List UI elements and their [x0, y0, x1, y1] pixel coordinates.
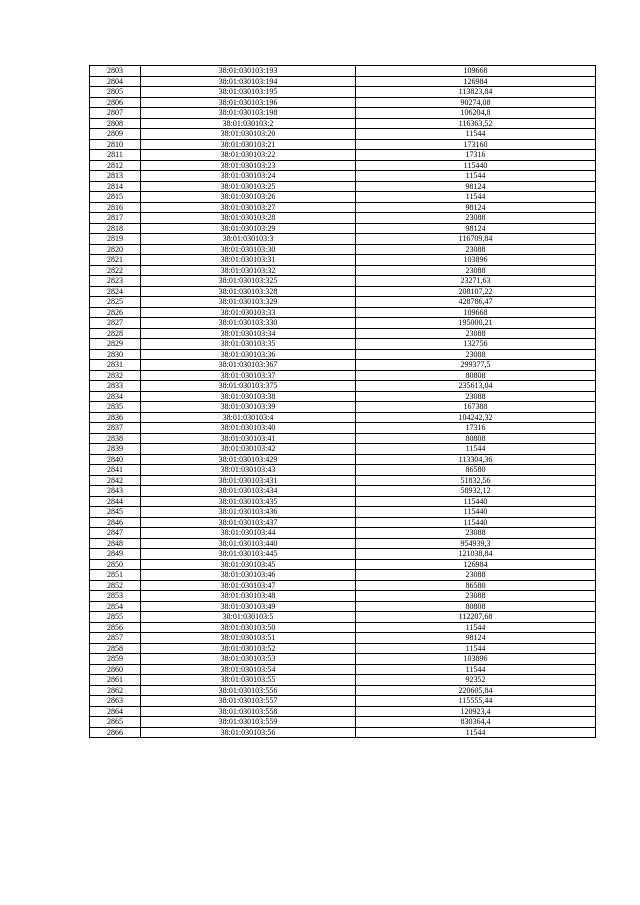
table-row — [90, 118, 596, 129]
value-cell: 195000,21 — [356, 318, 596, 329]
value-cell: 121038,84 — [356, 549, 596, 560]
cadastral-number-cell: 38:01:030103:434 — [141, 486, 356, 497]
row-number-cell: 2836 — [90, 412, 141, 423]
table-row — [90, 244, 596, 255]
table-row — [90, 286, 596, 297]
row-number-cell: 2821 — [90, 255, 141, 266]
value-cell: 208107,22 — [356, 286, 596, 297]
value-cell: 115440 — [356, 496, 596, 507]
value-cell: 115440 — [356, 160, 596, 171]
table-row — [90, 612, 596, 623]
value-cell: 220605,84 — [356, 685, 596, 696]
cadastral-number-cell: 38:01:030103:33 — [141, 307, 356, 318]
value-cell: 23088 — [356, 591, 596, 602]
row-number-cell: 2860 — [90, 664, 141, 675]
row-number-cell: 2863 — [90, 696, 141, 707]
table-row — [90, 549, 596, 560]
table-row — [90, 181, 596, 192]
value-cell: 98124 — [356, 223, 596, 234]
row-number-cell: 2822 — [90, 265, 141, 276]
cadastral-number-cell: 38:01:030103:44 — [141, 528, 356, 539]
cadastral-number-cell: 38:01:030103:45 — [141, 559, 356, 570]
cadastral-number-cell: 38:01:030103:34 — [141, 328, 356, 339]
table-row — [90, 475, 596, 486]
table-row — [90, 150, 596, 161]
row-number-cell: 2842 — [90, 475, 141, 486]
value-cell: 23088 — [356, 328, 596, 339]
cadastral-number-cell: 38:01:030103:437 — [141, 517, 356, 528]
table-row — [90, 685, 596, 696]
cadastral-number-cell: 38:01:030103:40 — [141, 423, 356, 434]
row-number-cell: 2823 — [90, 276, 141, 287]
cadastral-number-cell: 38:01:030103:23 — [141, 160, 356, 171]
cadastral-number-cell: 38:01:030103:330 — [141, 318, 356, 329]
row-number-cell: 2850 — [90, 559, 141, 570]
row-number-cell: 2845 — [90, 507, 141, 518]
table-row — [90, 433, 596, 444]
cadastral-number-cell: 38:01:030103:50 — [141, 622, 356, 633]
row-number-cell: 2812 — [90, 160, 141, 171]
value-cell: 103896 — [356, 654, 596, 665]
cadastral-number-cell: 38:01:030103:329 — [141, 297, 356, 308]
row-number-cell: 2856 — [90, 622, 141, 633]
cadastral-number-cell: 38:01:030103:5 — [141, 612, 356, 623]
table-row — [90, 444, 596, 455]
cadastral-number-cell: 38:01:030103:22 — [141, 150, 356, 161]
cadastral-number-cell: 38:01:030103:26 — [141, 192, 356, 203]
value-cell: 23271,63 — [356, 276, 596, 287]
row-number-cell: 2811 — [90, 150, 141, 161]
value-cell: 23088 — [356, 349, 596, 360]
table-row — [90, 601, 596, 612]
cadastral-number-cell: 38:01:030103:52 — [141, 643, 356, 654]
row-number-cell: 2829 — [90, 339, 141, 350]
value-cell: 106204,8 — [356, 108, 596, 119]
value-cell: 86580 — [356, 465, 596, 476]
cadastral-number-cell: 38:01:030103:53 — [141, 654, 356, 665]
row-number-cell: 2840 — [90, 454, 141, 465]
cadastral-number-cell: 38:01:030103:193 — [141, 66, 356, 77]
cadastral-number-cell: 38:01:030103:48 — [141, 591, 356, 602]
value-cell: 109668 — [356, 307, 596, 318]
row-number-cell: 2851 — [90, 570, 141, 581]
value-cell: 115440 — [356, 507, 596, 518]
cadastral-number-cell: 38:01:030103:51 — [141, 633, 356, 644]
table-row — [90, 276, 596, 287]
row-number-cell: 2866 — [90, 727, 141, 738]
value-cell: 17316 — [356, 423, 596, 434]
cadastral-number-cell: 38:01:030103:54 — [141, 664, 356, 675]
value-cell: 80808 — [356, 433, 596, 444]
cadastral-number-cell: 38:01:030103:429 — [141, 454, 356, 465]
row-number-cell: 2827 — [90, 318, 141, 329]
value-cell: 23088 — [356, 213, 596, 224]
table-row — [90, 454, 596, 465]
table-row — [90, 360, 596, 371]
row-number-cell: 2839 — [90, 444, 141, 455]
value-cell: 113304,36 — [356, 454, 596, 465]
value-cell: 11544 — [356, 129, 596, 140]
value-cell: 11544 — [356, 727, 596, 738]
cadastral-number-cell: 38:01:030103:375 — [141, 381, 356, 392]
value-cell: 98124 — [356, 633, 596, 644]
table-row — [90, 538, 596, 549]
cadastral-number-cell: 38:01:030103:431 — [141, 475, 356, 486]
row-number-cell: 2859 — [90, 654, 141, 665]
value-cell: 167388 — [356, 402, 596, 413]
value-cell: 109668 — [356, 66, 596, 77]
value-cell: 11544 — [356, 643, 596, 654]
table-row — [90, 202, 596, 213]
table-row — [90, 139, 596, 150]
row-number-cell: 2826 — [90, 307, 141, 318]
table-body — [90, 66, 596, 738]
row-number-cell: 2804 — [90, 76, 141, 87]
row-number-cell: 2832 — [90, 370, 141, 381]
table-row — [90, 318, 596, 329]
value-cell: 23088 — [356, 244, 596, 255]
value-cell: 80808 — [356, 601, 596, 612]
table-row — [90, 265, 596, 276]
table-row — [90, 171, 596, 182]
row-number-cell: 2865 — [90, 717, 141, 728]
table-row — [90, 696, 596, 707]
table-row — [90, 507, 596, 518]
cadastral-number-cell: 38:01:030103:557 — [141, 696, 356, 707]
cadastral-number-cell: 38:01:030103:195 — [141, 87, 356, 98]
row-number-cell: 2818 — [90, 223, 141, 234]
table-row — [90, 654, 596, 665]
value-cell: 98124 — [356, 202, 596, 213]
table-row — [90, 328, 596, 339]
row-number-cell: 2809 — [90, 129, 141, 140]
table-row — [90, 486, 596, 497]
row-number-cell: 2834 — [90, 391, 141, 402]
value-cell: 23088 — [356, 391, 596, 402]
table-row — [90, 234, 596, 245]
table-row — [90, 192, 596, 203]
table-row — [90, 675, 596, 686]
row-number-cell: 2861 — [90, 675, 141, 686]
cadastral-number-cell: 38:01:030103:25 — [141, 181, 356, 192]
value-cell: 86580 — [356, 580, 596, 591]
value-cell: 11544 — [356, 192, 596, 203]
cadastral-number-cell: 38:01:030103:4 — [141, 412, 356, 423]
row-number-cell: 2843 — [90, 486, 141, 497]
cadastral-number-cell: 38:01:030103:325 — [141, 276, 356, 287]
value-cell: 58932,12 — [356, 486, 596, 497]
table-row — [90, 496, 596, 507]
row-number-cell: 2855 — [90, 612, 141, 623]
cadastral-number-cell: 38:01:030103:196 — [141, 97, 356, 108]
table-row — [90, 87, 596, 98]
cadastral-number-cell: 38:01:030103:328 — [141, 286, 356, 297]
value-cell: 299377,5 — [356, 360, 596, 371]
table-row — [90, 517, 596, 528]
table-row — [90, 591, 596, 602]
cadastral-number-cell: 38:01:030103:42 — [141, 444, 356, 455]
row-number-cell: 2803 — [90, 66, 141, 77]
row-number-cell: 2858 — [90, 643, 141, 654]
value-cell: 116709,84 — [356, 234, 596, 245]
cadastral-number-cell: 38:01:030103:28 — [141, 213, 356, 224]
row-number-cell: 2828 — [90, 328, 141, 339]
cadastral-number-cell: 38:01:030103:20 — [141, 129, 356, 140]
cadastral-number-cell: 38:01:030103:445 — [141, 549, 356, 560]
cadastral-number-cell: 38:01:030103:440 — [141, 538, 356, 549]
value-cell: 11544 — [356, 444, 596, 455]
value-cell: 830364,4 — [356, 717, 596, 728]
row-number-cell: 2862 — [90, 685, 141, 696]
value-cell: 17316 — [356, 150, 596, 161]
cadastral-number-cell: 38:01:030103:46 — [141, 570, 356, 581]
row-number-cell: 2857 — [90, 633, 141, 644]
row-number-cell: 2848 — [90, 538, 141, 549]
value-cell: 98124 — [356, 181, 596, 192]
table-row — [90, 412, 596, 423]
cadastral-value-table — [89, 65, 596, 738]
cadastral-number-cell: 38:01:030103:49 — [141, 601, 356, 612]
table-row — [90, 213, 596, 224]
table-row — [90, 559, 596, 570]
value-cell: 112207,68 — [356, 612, 596, 623]
row-number-cell: 2830 — [90, 349, 141, 360]
row-number-cell: 2838 — [90, 433, 141, 444]
table-row — [90, 402, 596, 413]
cadastral-number-cell: 38:01:030103:29 — [141, 223, 356, 234]
value-cell: 126984 — [356, 559, 596, 570]
row-number-cell: 2847 — [90, 528, 141, 539]
value-cell: 115440 — [356, 517, 596, 528]
row-number-cell: 2825 — [90, 297, 141, 308]
row-number-cell: 2815 — [90, 192, 141, 203]
cadastral-number-cell: 38:01:030103:43 — [141, 465, 356, 476]
value-cell: 954939,3 — [356, 538, 596, 549]
table-row — [90, 223, 596, 234]
cadastral-number-cell: 38:01:030103:27 — [141, 202, 356, 213]
row-number-cell: 2824 — [90, 286, 141, 297]
cadastral-number-cell: 38:01:030103:367 — [141, 360, 356, 371]
table-row — [90, 129, 596, 140]
table-row — [90, 717, 596, 728]
table-row — [90, 465, 596, 476]
cadastral-number-cell: 38:01:030103:21 — [141, 139, 356, 150]
table-row — [90, 664, 596, 675]
table-row — [90, 706, 596, 717]
cadastral-number-cell: 38:01:030103:556 — [141, 685, 356, 696]
table-row — [90, 633, 596, 644]
cadastral-number-cell: 38:01:030103:194 — [141, 76, 356, 87]
value-cell: 23088 — [356, 265, 596, 276]
row-number-cell: 2841 — [90, 465, 141, 476]
cadastral-number-cell: 38:01:030103:41 — [141, 433, 356, 444]
cadastral-number-cell: 38:01:030103:436 — [141, 507, 356, 518]
row-number-cell: 2853 — [90, 591, 141, 602]
table-row — [90, 622, 596, 633]
value-cell: 23088 — [356, 570, 596, 581]
cadastral-number-cell: 38:01:030103:558 — [141, 706, 356, 717]
table-row — [90, 349, 596, 360]
table-row — [90, 643, 596, 654]
cadastral-number-cell: 38:01:030103:559 — [141, 717, 356, 728]
table-row — [90, 370, 596, 381]
value-cell: 428786,47 — [356, 297, 596, 308]
table-row — [90, 160, 596, 171]
table-row — [90, 255, 596, 266]
cadastral-number-cell: 38:01:030103:56 — [141, 727, 356, 738]
value-cell: 90274,08 — [356, 97, 596, 108]
cadastral-number-cell: 38:01:030103:32 — [141, 265, 356, 276]
table-row — [90, 381, 596, 392]
row-number-cell: 2820 — [90, 244, 141, 255]
table-row — [90, 66, 596, 77]
cadastral-number-cell: 38:01:030103:36 — [141, 349, 356, 360]
table-row — [90, 570, 596, 581]
row-number-cell: 2844 — [90, 496, 141, 507]
cadastral-number-cell: 38:01:030103:38 — [141, 391, 356, 402]
cadastral-number-cell: 38:01:030103:2 — [141, 118, 356, 129]
value-cell: 173160 — [356, 139, 596, 150]
cadastral-number-cell: 38:01:030103:47 — [141, 580, 356, 591]
table-row — [90, 391, 596, 402]
table-row — [90, 528, 596, 539]
row-number-cell: 2864 — [90, 706, 141, 717]
row-number-cell: 2816 — [90, 202, 141, 213]
row-number-cell: 2808 — [90, 118, 141, 129]
cadastral-number-cell: 38:01:030103:55 — [141, 675, 356, 686]
value-cell: 115555,44 — [356, 696, 596, 707]
value-cell: 235613,04 — [356, 381, 596, 392]
value-cell: 116363,52 — [356, 118, 596, 129]
value-cell: 11544 — [356, 171, 596, 182]
row-number-cell: 2833 — [90, 381, 141, 392]
value-cell: 120923,4 — [356, 706, 596, 717]
table-row — [90, 307, 596, 318]
row-number-cell: 2846 — [90, 517, 141, 528]
cadastral-number-cell: 38:01:030103:198 — [141, 108, 356, 119]
value-cell: 132756 — [356, 339, 596, 350]
row-number-cell: 2819 — [90, 234, 141, 245]
cadastral-number-cell: 38:01:030103:31 — [141, 255, 356, 266]
cadastral-number-cell: 38:01:030103:435 — [141, 496, 356, 507]
table-row — [90, 580, 596, 591]
table-row — [90, 339, 596, 350]
value-cell: 92352 — [356, 675, 596, 686]
value-cell: 23088 — [356, 528, 596, 539]
value-cell: 113823,84 — [356, 87, 596, 98]
table-row — [90, 423, 596, 434]
table-row — [90, 727, 596, 738]
table-row — [90, 76, 596, 87]
cadastral-number-cell: 38:01:030103:30 — [141, 244, 356, 255]
value-cell: 51832,56 — [356, 475, 596, 486]
row-number-cell: 2817 — [90, 213, 141, 224]
row-number-cell: 2849 — [90, 549, 141, 560]
row-number-cell: 2810 — [90, 139, 141, 150]
row-number-cell: 2831 — [90, 360, 141, 371]
table-row — [90, 97, 596, 108]
cadastral-number-cell: 38:01:030103:3 — [141, 234, 356, 245]
row-number-cell: 2805 — [90, 87, 141, 98]
table-row — [90, 108, 596, 119]
cadastral-number-cell: 38:01:030103:35 — [141, 339, 356, 350]
cadastral-number-cell: 38:01:030103:39 — [141, 402, 356, 413]
value-cell: 80808 — [356, 370, 596, 381]
value-cell: 126984 — [356, 76, 596, 87]
row-number-cell: 2806 — [90, 97, 141, 108]
row-number-cell: 2813 — [90, 171, 141, 182]
row-number-cell: 2854 — [90, 601, 141, 612]
value-cell: 103896 — [356, 255, 596, 266]
cadastral-number-cell: 38:01:030103:24 — [141, 171, 356, 182]
cadastral-number-cell: 38:01:030103:37 — [141, 370, 356, 381]
row-number-cell: 2807 — [90, 108, 141, 119]
table-row — [90, 297, 596, 308]
value-cell: 11544 — [356, 622, 596, 633]
value-cell: 11544 — [356, 664, 596, 675]
row-number-cell: 2852 — [90, 580, 141, 591]
value-cell: 104242,32 — [356, 412, 596, 423]
row-number-cell: 2837 — [90, 423, 141, 434]
row-number-cell: 2835 — [90, 402, 141, 413]
row-number-cell: 2814 — [90, 181, 141, 192]
